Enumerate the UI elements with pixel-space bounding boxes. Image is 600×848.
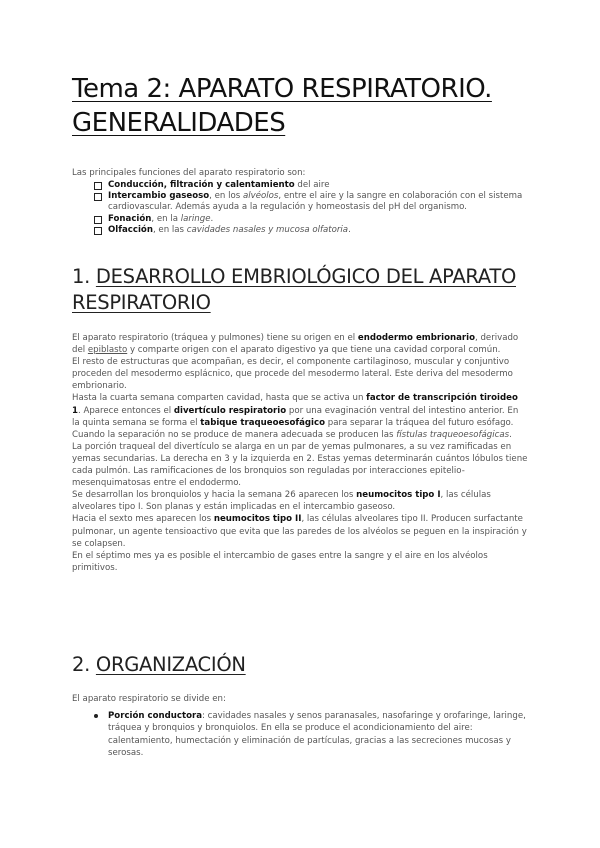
paragraph: Hacia el sexto mes aparecen los neumocitos tipo II, las células alveolares tipo II. Producen surfactante pulmonar, un agente tensioactivo que evita que las paredes de los alvéolos se peguen en la inspiración y se colapsen. — [72, 514, 527, 549]
list-item: Fonación, en la laringe. — [94, 214, 534, 225]
checkbox-bullet-icon — [94, 193, 102, 201]
organization-list — [94, 710, 534, 759]
checkbox-bullet-icon — [94, 227, 102, 235]
list-item: Porción conductora: cavidades nasales y senos paranasales, nasofaringe y orofaringe, laringe, tráquea y bronquios y bronquiolos. En ella se produce el acondicionamiento del aire: calentamiento, humectación y eliminación de partículas, gracias a las secreciones mucosas y serosas. — [94, 710, 534, 759]
checkbox-bullet-icon — [94, 216, 102, 224]
section-heading-organization: 2. ORGANIZACIÓN — [72, 653, 246, 676]
paragraph: El aparato respiratorio (tráquea y pulmones) tiene su origen en el endodermo embrionario, derivado del epiblasto y comparte origen con el aparato digestivo ya que tiene una cavidad corporal común. — [72, 333, 519, 356]
list-item: Olfacción, en las cavidades nasales y mucosa olfatoria. — [94, 225, 534, 236]
paragraph: En el séptimo mes ya es posible el intercambio de gases entre la sangre y el aire en los alvéolos primitivos. — [72, 550, 488, 573]
paragraph: Se desarrollan los bronquiolos y hacia la semana 26 aparecen los neumocitos tipo I, las células alveolares tipo I. Son planas y están implicadas en el intercambio gaseoso. — [72, 490, 491, 513]
embryology-body — [72, 332, 528, 574]
page-title: Tema 2: APARATO RESPIRATORIO. GENERALIDADES — [72, 74, 492, 138]
paragraph: El resto de estructuras que acompañan, es decir, el componente cartilaginoso, muscular y conjuntivo proceden del mesodermo esplácnico, que procede del mesodermo lateral. Este deriva del mesodermo embrionario. — [72, 357, 513, 392]
list-item: Intercambio gaseoso, en los alvéolos, entre el aire y la sangre en colaboración con el sistema cardiovascular. Además ayuda a la regulación y homeostasis del pH del organismo. — [94, 191, 534, 213]
paragraph: La porción traqueal del divertículo se alarga en un par de yemas pulmonares, a su vez ramificadas en yemas secundarias. La derecha en 3 y la izquierda en 2. Estas yemas determinarán cuántos lóbulos tiene cada pulmón. Las ramificaciones de los bronquios son reguladas por interacciones epitelio-mesenquimatosas entre el endodermo. — [72, 441, 528, 489]
organization-intro: El aparato respiratorio se divide en: — [72, 694, 226, 704]
paragraph: Hasta la cuarta semana comparten cavidad, hasta que se activa un factor de transcripción tiroideo 1. Aparece entonces el divertículo respiratorio por una evaginación ventral del intestino anterior. En la quinta semana se forma el tabique traqueoesofágico para separar la tráquea del futuro esófago. — [72, 393, 519, 428]
section-heading-embryology: 1. DESARROLLO EMBRIOLÓGICO DEL APARATO RESPIRATORIO — [72, 265, 516, 314]
list-item: Conducción, filtración y calentamiento del aire — [94, 180, 534, 191]
bullet-icon — [94, 714, 98, 718]
checkbox-bullet-icon — [94, 182, 102, 190]
functions-intro: Las principales funciones del aparato respiratorio son: — [72, 168, 306, 178]
paragraph: Cuando la separación no se produce de manera adecuada se producen las fístulas traqueoesofágicas. — [72, 429, 512, 440]
functions-list — [94, 180, 534, 236]
